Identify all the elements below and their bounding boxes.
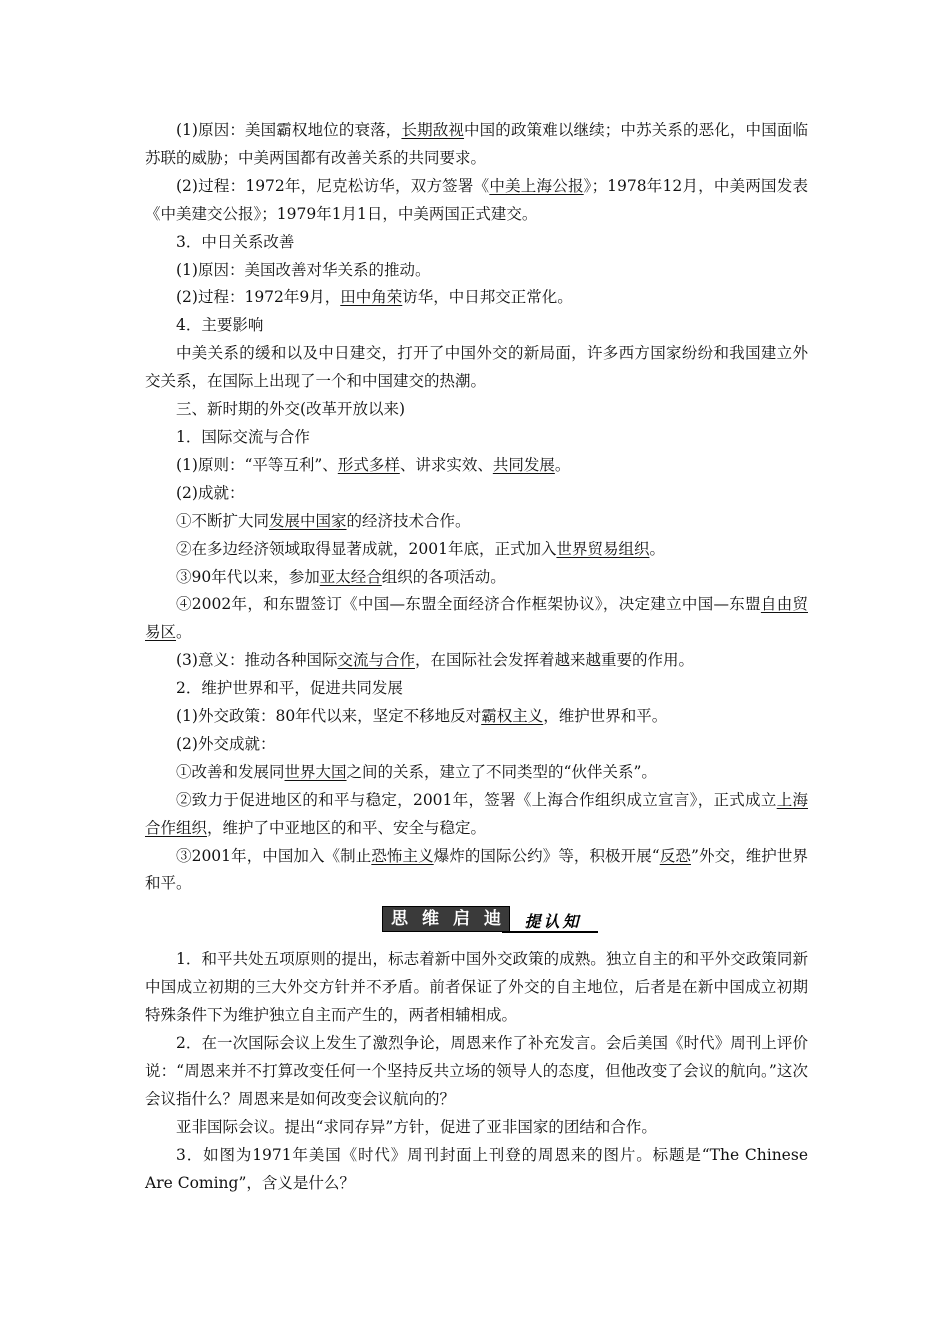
text-span: ”外交，维护世界和平。 <box>145 846 808 893</box>
underlined-blank: 自由贸易区 <box>145 595 808 642</box>
underlined-blank: 上海合作组织 <box>145 790 808 837</box>
paragraph-achievement-3 <box>145 564 808 592</box>
text-span: ，维护世界和平。 <box>543 707 668 726</box>
paragraph-achievement-1 <box>145 508 808 536</box>
underlined-blank: 中美上海公报 <box>489 176 584 195</box>
text-span: 爆炸的国际公约》等，积极开展“ <box>433 846 660 865</box>
banner-dark-label: 思维启迪 <box>382 906 510 932</box>
text-span: (1)原则：“平等互利”、 <box>176 455 338 474</box>
text-span: ②在多边经济领域取得显著成就，2001年底，正式加入 <box>176 539 557 558</box>
heading-sino-japan: 3．中日关系改善 <box>176 232 295 251</box>
underlined-blank: 长期敌视 <box>401 121 465 139</box>
underlined-blank: 反恐 <box>659 846 691 865</box>
paragraph-principles <box>145 452 808 480</box>
text-span: ②致力于促进地区的和平与稳定，2001年，签署《上海合作组织成立宣言》，正式成立 <box>176 790 777 809</box>
paragraph-diplomatic-achievement-3 <box>145 843 808 899</box>
question-1: 1．和平共处五项原则的提出，标志着新中国外交政策的成熟。独立自主的和平外交政策同新中国成立初期的三大外交方针并不矛盾。前者保证了外交的自主地位，后者是在新中国成立初期特殊条件下为维护独立自主而产生的，两者相辅相成。 <box>145 950 808 1025</box>
underlined-blank: 形式多样 <box>337 455 400 474</box>
underlined-blank: 世界贸易组织 <box>556 539 650 558</box>
paragraph-sino-us-process <box>145 173 808 229</box>
text-span: ，在国际社会发挥着越来越重要的作用。 <box>414 651 694 670</box>
underlined-blank: 世界大国 <box>284 762 347 781</box>
text-span: 访华，中日邦交正常化。 <box>402 288 573 307</box>
paragraph-sino-us-reasons <box>145 117 808 173</box>
heading-international-exchange: 1．国际交流与合作 <box>176 427 310 446</box>
paragraph-significance <box>145 647 808 675</box>
heading-world-peace: 2．维护世界和平，促进共同发展 <box>176 679 403 698</box>
paragraph-achievements-label: (2)成就： <box>176 483 245 502</box>
section-heading-new-era: 三、新时期的外交(改革开放以来) <box>176 400 406 419</box>
text-span: 。 <box>554 455 571 474</box>
underlined-blank: 恐怖主义 <box>371 846 434 865</box>
thinking-banner <box>382 906 598 936</box>
text-span: 的经济技术合作。 <box>346 511 471 530</box>
text-span: 中国的政策难以继续；中苏关系的恶化，中国面临苏联的威胁；中美两国都有改善关系的共同要求。 <box>145 121 808 167</box>
text-span: (3)意义：推动各种国际 <box>176 651 338 670</box>
paragraph-foreign-policy <box>145 703 808 731</box>
question-2: 2．在一次国际会议上发生了激烈争论，周恩来作了补充发言。会后美国《时代》周刊上评价说：“周恩来并不打算改变任何一个坚持反共立场的领导人的态度，但他改变了会议的航向。”这次会议指什么？周恩来是如何改变会议航向的？ <box>145 1034 808 1108</box>
section-banner <box>145 902 808 944</box>
paragraph-impact: 中美关系的缓和以及中日建交，打开了中国外交的新局面，许多西方国家纷纷和我国建立外交关系，在国际上出现了一个和中国建交的热潮。 <box>145 344 808 391</box>
question-3: 3．如图为1971年美国《时代》周刊封面上刊登的周恩来的图片。标题是“The Chinese Are Coming”，含义是什么？ <box>145 1145 808 1192</box>
paragraph-diplomatic-achievements-label: (2)外交成就： <box>176 734 276 753</box>
underlined-blank: 霸权主义 <box>481 707 544 726</box>
underlined-blank: 发展中国家 <box>269 511 347 530</box>
underlined-blank: 亚太经合 <box>319 567 382 586</box>
text-span: ，维护了中亚地区的和平、安全与稳定。 <box>207 818 487 837</box>
paragraph-sino-japan-reason: (1)原因：美国改善对华关系的推动。 <box>176 260 431 279</box>
underlined-blank: 共同发展 <box>492 455 555 474</box>
text-span: 、讲求实效、 <box>399 455 493 474</box>
paragraph-achievement-2 <box>145 536 808 564</box>
paragraph-sino-japan-process <box>145 284 808 312</box>
underlined-blank: 田中角荣 <box>340 288 403 307</box>
underlined-blank: 交流与合作 <box>337 651 415 670</box>
text-span: ③2001年，中国加入《制止 <box>176 846 372 865</box>
document-body <box>145 117 808 1198</box>
text-span: ③90年代以来，参加 <box>176 567 320 586</box>
text-span: (2)过程：1972年，尼克松访华，双方签署《 <box>176 176 490 195</box>
text-span: ④2002年，和东盟签订《中国—东盟全面经济合作框架协议》，决定建立中国—东盟 <box>176 595 761 614</box>
text-span: 。 <box>649 539 665 558</box>
paragraph-achievement-4 <box>145 591 808 647</box>
text-span: (2)过程：1972年9月， <box>176 288 341 307</box>
text-span: ①不断扩大同 <box>176 511 270 530</box>
text-span: ①改善和发展同 <box>176 762 285 781</box>
answer-2: 亚非国际会议。提出“求同存异”方针，促进了亚非国家的团结和合作。 <box>176 1117 657 1136</box>
text-span: 。 <box>176 623 192 642</box>
banner-light-label: 提认知 <box>524 912 582 932</box>
text-span: 》；1978年12月，中美两国发表《中美建交公报》；1979年1月1日，中美两国正式建交。 <box>145 176 808 223</box>
text-span: (1)原因：美国霸权地位的衰落， <box>176 121 402 139</box>
paragraph-diplomatic-achievement-1 <box>145 759 808 787</box>
text-span: (1)外交政策：80年代以来，坚定不移地反对 <box>176 707 482 726</box>
text-span: 组织的各项活动。 <box>381 567 506 586</box>
heading-main-impact: 4．主要影响 <box>176 316 264 335</box>
paragraph-diplomatic-achievement-2 <box>145 787 808 843</box>
text-span: 之间的关系，建立了不同类型的“伙伴关系”。 <box>346 762 657 781</box>
